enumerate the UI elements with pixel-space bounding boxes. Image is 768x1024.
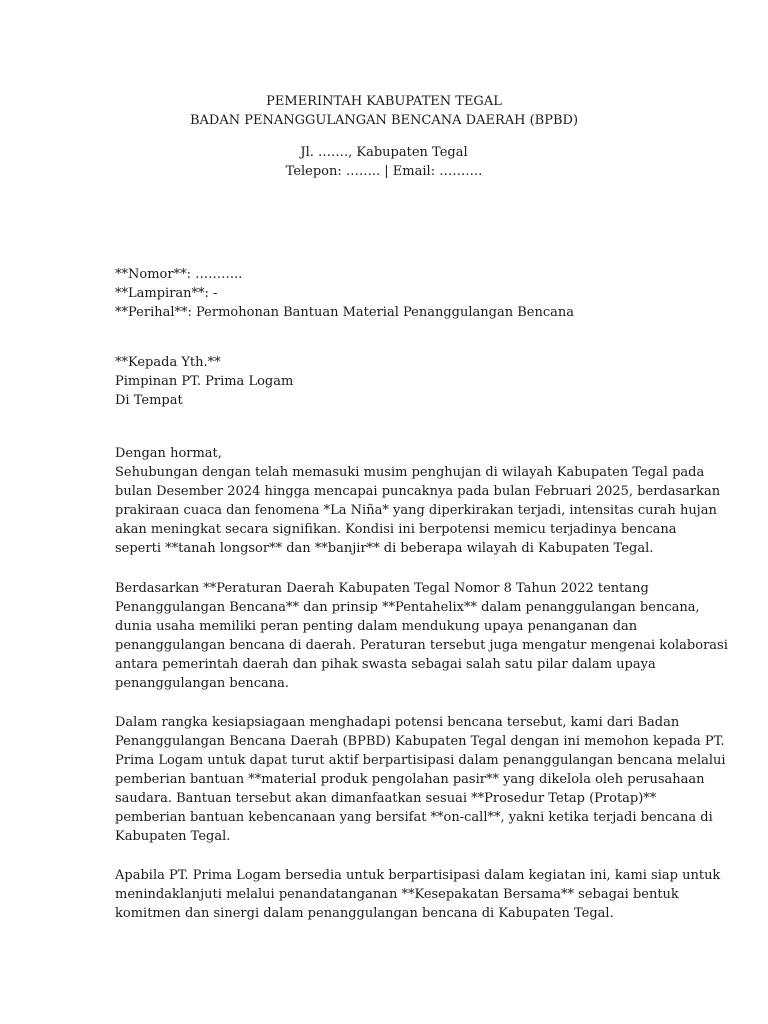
paragraph-line: Kabupaten Tegal. [115,829,231,844]
paragraph-line: Dalam rangka kesiapsiagaan menghadapi potensi bencana tersebut, kami dari Badan [115,715,680,730]
paragraph-line: antara pemerintah daerah dan pihak swasta sebagai salah satu pilar dalam upaya [115,657,656,672]
paragraph-3 [115,713,726,846]
greeting: Dengan hormat, [115,446,222,461]
letterhead-phone-email: Telepon: …….. | Email: ………. [285,164,483,179]
paragraph-2 [115,579,728,693]
letterhead-government: PEMERINTAH KABUPATEN TEGAL [266,94,502,109]
paragraph-line: Sehubungan dengan telah memasuki musim penghujan di wilayah Kabupaten Tegal pada [115,465,705,480]
recipient-salutation: **Kepada Yth.** [115,355,221,370]
paragraph-4 [115,866,721,923]
paragraph-line: Prima Logam untuk dapat turut aktif berpartisipasi dalam penanggulangan bencana melalui [115,753,726,768]
letterhead-agency: BADAN PENANGGULANGAN BENCANA DAERAH (BPBD) [189,113,579,128]
letterhead [0,92,768,130]
paragraph-line: pemberian bantuan **material produk pengolahan pasir** yang dikelola oleh perusahaan [115,772,705,787]
paragraph-line: Penanggulangan Bencana** dan prinsip **Pentahelix** dalam penanggulangan bencana, [115,600,700,615]
paragraph-line: prakiraan cuaca dan fenomena *La Niña* yang diperkirakan terjadi, intensitas curah hujan [115,503,717,518]
paragraph-1 [115,444,721,558]
meta-lampiran: **Lampiran**: - [115,286,218,301]
paragraph-line: seperti **tanah longsor** dan **banjir** di beberapa wilayah di Kabupaten Tegal. [115,541,654,556]
letter-recipient [115,353,675,410]
paragraph-line: penanggulangan bencana. [115,676,290,691]
paragraph-line: akan meningkat secara signifikan. Kondisi ini berpotensi memicu terjadinya bencana [115,522,677,537]
paragraph-line: menindaklanjuti melalui penandatanganan **Kesepakatan Bersama** sebagai bentuk [115,887,679,902]
meta-perihal: **Perihal**: Permohonan Bantuan Material Penanggulangan Bencana [115,305,574,320]
letter-meta [115,265,675,322]
paragraph-line: bulan Desember 2024 hingga mencapai puncaknya pada bulan Februari 2025, berdasarkan [115,484,721,499]
recipient-name: Pimpinan PT. Prima Logam [115,374,294,389]
recipient-place: Di Tempat [115,393,183,408]
paragraph-line: komitmen dan sinergi dalam penanggulangan bencana di Kabupaten Tegal. [115,906,614,921]
paragraph-line: Berdasarkan **Peraturan Daerah Kabupaten Tegal Nomor 8 Tahun 2022 tentang [115,581,649,596]
paragraph-line: pemberian bantuan kebencanaan yang bersifat **on-call**, yakni ketika terjadi bencana di [115,810,713,825]
paragraph-line: penanggulangan bencana di daerah. Peraturan tersebut juga mengatur mengenai kolaborasi [115,638,728,653]
letterhead-address: Jl. ……., Kabupaten Tegal [300,145,468,160]
paragraph-line: dunia usaha memiliki peran penting dalam mendukung upaya penanganan dan [115,619,638,634]
paragraph-line: Apabila PT. Prima Logam bersedia untuk berpartisipasi dalam kegiatan ini, kami siap untuk [115,868,721,883]
letterhead-contact [0,143,768,181]
meta-nomor: **Nomor**: ……….. [115,267,243,282]
paragraph-line: saudara. Bantuan tersebut akan dimanfaatkan sesuai **Prosedur Tetap (Protap)** [115,791,657,806]
paragraph-line: Penanggulangan Bencana Daerah (BPBD) Kabupaten Tegal dengan ini memohon kepada PT. [115,734,725,749]
